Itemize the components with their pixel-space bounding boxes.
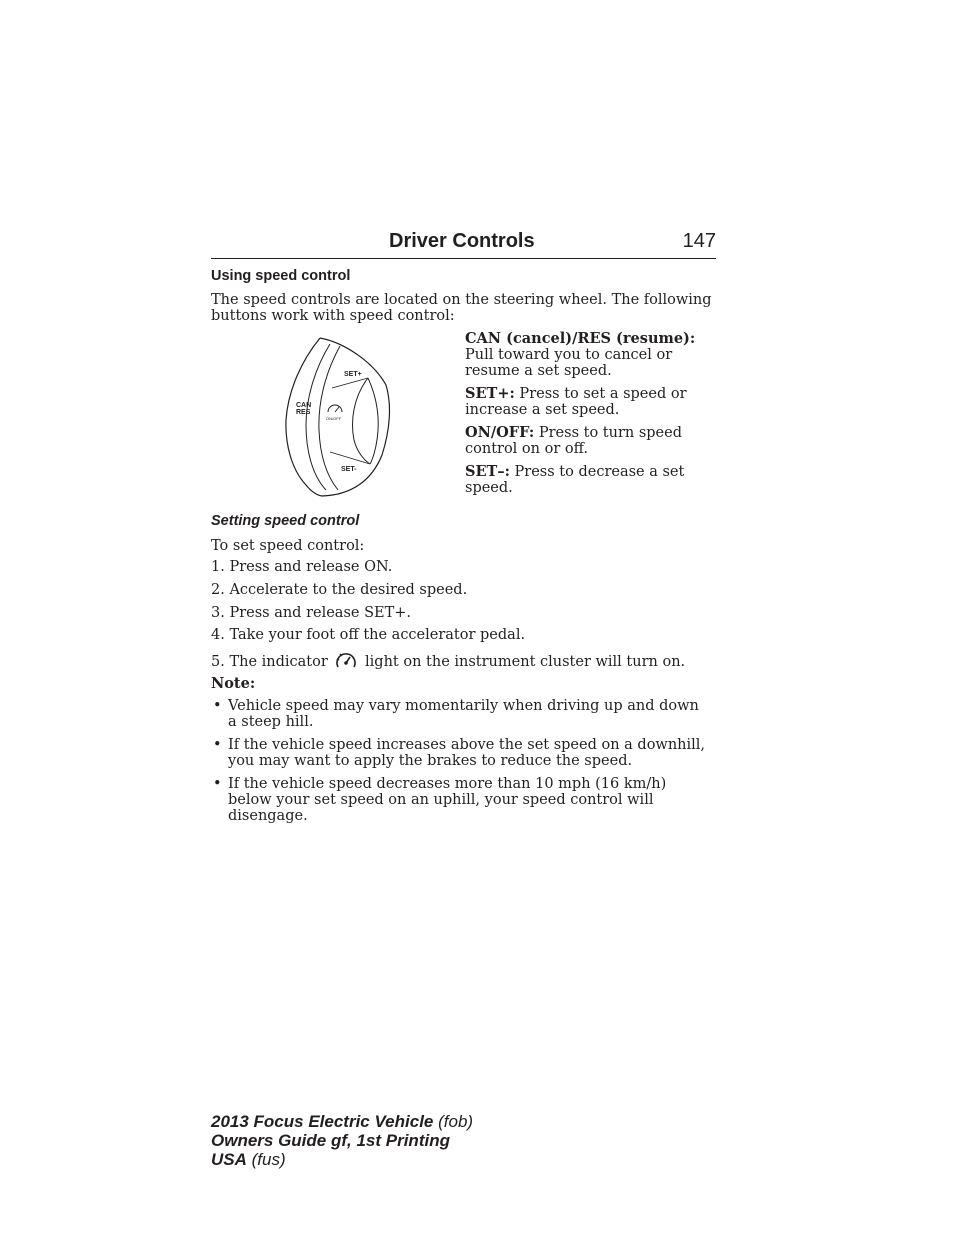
label-set-plus: SET+ <box>344 371 362 378</box>
label-can: CAN <box>296 402 312 409</box>
speed-control-indicator-icon <box>334 651 358 671</box>
setting-intro: To set speed control: <box>211 538 365 554</box>
definition-set-plus: SET+: Press to set a speed or increase a set speed. <box>465 385 687 418</box>
step-3: 3. Press and release SET+. <box>211 605 412 621</box>
section-title: Driver Controls <box>389 230 535 252</box>
definition-can-res: CAN (cancel)/RES (resume): Pull toward you to cancel or resume a set speed. <box>465 330 696 379</box>
gauge-icon <box>328 405 342 412</box>
speed-control-buttons-diagram <box>282 330 392 500</box>
step-2: 2. Accelerate to the desired speed. <box>211 582 468 598</box>
footer-line-1: 2013 Focus Electric Vehicle (fob) <box>211 1112 474 1131</box>
definition-set-minus: SET–: Press to decrease a set speed. <box>465 463 685 496</box>
step-5: 5. The indicator light on the instrument cluster will turn on. <box>211 651 685 671</box>
heading-using-speed-control: Using speed control <box>211 268 351 284</box>
button-definitions <box>465 331 720 503</box>
note-label: Note: <box>211 675 256 692</box>
page-number: 147 <box>682 230 716 252</box>
intro-paragraph: The speed controls are located on the steering wheel. The following buttons work with speed control: <box>211 292 712 324</box>
label-onoff: ON/OFF <box>326 416 342 421</box>
page-footer <box>211 1112 473 1169</box>
step-4: 4. Take your foot off the accelerator pedal. <box>211 627 526 643</box>
footer-line-3: USA (fus) <box>211 1150 286 1169</box>
step-1: 1. Press and release ON. <box>211 559 393 575</box>
label-set-minus: SET- <box>341 466 357 473</box>
footer-line-2: Owners Guide gf, 1st Printing <box>211 1131 450 1150</box>
definition-onoff: ON/OFF: Press to turn speed control on or off. <box>465 424 682 457</box>
heading-setting-speed-control: Setting speed control <box>211 513 360 529</box>
page-header <box>211 228 716 259</box>
label-res: RES <box>296 409 311 416</box>
